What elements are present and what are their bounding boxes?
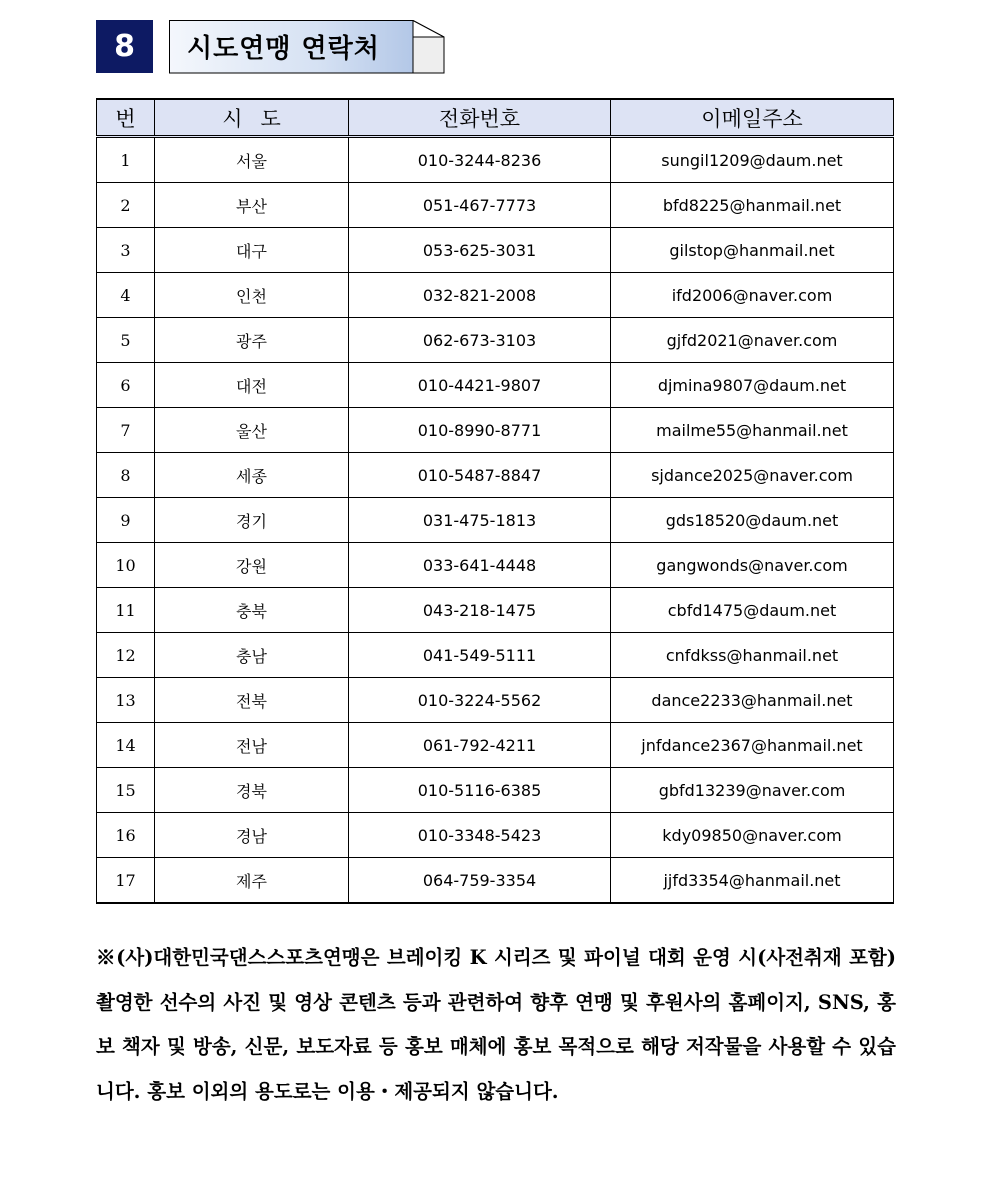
row-phone: 010-8990-8771 [349, 408, 611, 453]
table-row [97, 633, 894, 678]
row-email: sjdance2025@naver.com [611, 453, 894, 498]
row-city: 인천 [155, 273, 349, 318]
row-phone: 041-549-5111 [349, 633, 611, 678]
row-city: 충북 [155, 588, 349, 633]
header-number: 번 [97, 99, 155, 137]
table-row [97, 453, 894, 498]
row-number: 9 [97, 498, 155, 543]
row-email: gds18520@daum.net [611, 498, 894, 543]
row-email: mailme55@hanmail.net [611, 408, 894, 453]
row-email: gangwonds@naver.com [611, 543, 894, 588]
row-number: 4 [97, 273, 155, 318]
row-city: 전북 [155, 678, 349, 723]
table-row [97, 768, 894, 813]
contact-table [96, 98, 894, 904]
row-number: 12 [97, 633, 155, 678]
table-row [97, 678, 894, 723]
row-phone: 010-3244-8236 [349, 137, 611, 183]
table-header-row [97, 99, 894, 137]
row-email: gjfd2021@naver.com [611, 318, 894, 363]
row-email: cnfdkss@hanmail.net [611, 633, 894, 678]
row-email: cbfd1475@daum.net [611, 588, 894, 633]
row-email: jnfdance2367@hanmail.net [611, 723, 894, 768]
table-row [97, 183, 894, 228]
row-city: 광주 [155, 318, 349, 363]
row-number: 2 [97, 183, 155, 228]
table-row [97, 408, 894, 453]
row-phone: 043-218-1475 [349, 588, 611, 633]
table-row [97, 858, 894, 904]
row-city: 강원 [155, 543, 349, 588]
row-number: 7 [97, 408, 155, 453]
row-number: 3 [97, 228, 155, 273]
section-title-box [169, 20, 444, 73]
row-number: 15 [97, 768, 155, 813]
table-row [97, 588, 894, 633]
table-row [97, 498, 894, 543]
row-email: gbfd13239@naver.com [611, 768, 894, 813]
row-email: kdy09850@naver.com [611, 813, 894, 858]
section-number-badge: 8 [96, 20, 153, 73]
row-number: 6 [97, 363, 155, 408]
row-city: 대구 [155, 228, 349, 273]
table-row [97, 543, 894, 588]
row-number: 11 [97, 588, 155, 633]
table-row [97, 273, 894, 318]
table-row [97, 137, 894, 183]
row-city: 울산 [155, 408, 349, 453]
row-phone: 031-475-1813 [349, 498, 611, 543]
table-row [97, 318, 894, 363]
header-city: 시도 [155, 99, 349, 137]
row-email: jjfd3354@hanmail.net [611, 858, 894, 904]
row-email: sungil1209@daum.net [611, 137, 894, 183]
row-phone: 062-673-3103 [349, 318, 611, 363]
row-email: gilstop@hanmail.net [611, 228, 894, 273]
row-email: dance2233@hanmail.net [611, 678, 894, 723]
row-number: 1 [97, 137, 155, 183]
row-phone: 010-5116-6385 [349, 768, 611, 813]
row-phone: 010-5487-8847 [349, 453, 611, 498]
row-email: bfd8225@hanmail.net [611, 183, 894, 228]
row-city: 대전 [155, 363, 349, 408]
header-phone: 전화번호 [349, 99, 611, 137]
table-row [97, 813, 894, 858]
notice-paragraph: ※(사)대한민국댄스스포츠연맹은 브레이킹 K 시리즈 및 파이널 대회 운영 시(사전취재 포함) 촬영한 선수의 사진 및 영상 콘텐츠 등과 관련하여 향후 연맹 및 후원사의 홈페이지, SNS, 홍보 책자 및 방송, 신문, 보도자료 등 홍보 매체에 홍보 목적으로 해당 저작물을 사용할 수 있습니다. 홍보 이외의 용도로는 이용・제공되지 않습니다. [96, 946, 896, 1103]
row-city: 세종 [155, 453, 349, 498]
row-number: 14 [97, 723, 155, 768]
row-number: 16 [97, 813, 155, 858]
table-row [97, 723, 894, 768]
row-city: 충남 [155, 633, 349, 678]
row-email: djmina9807@daum.net [611, 363, 894, 408]
row-phone: 010-3224-5562 [349, 678, 611, 723]
row-number: 5 [97, 318, 155, 363]
row-city: 전남 [155, 723, 349, 768]
row-city: 경기 [155, 498, 349, 543]
row-city: 서울 [155, 137, 349, 183]
row-email: ifd2006@naver.com [611, 273, 894, 318]
row-city: 경남 [155, 813, 349, 858]
row-phone: 033-641-4448 [349, 543, 611, 588]
row-phone: 061-792-4211 [349, 723, 611, 768]
row-number: 17 [97, 858, 155, 904]
header-email: 이메일주소 [611, 99, 894, 137]
row-phone: 010-4421-9807 [349, 363, 611, 408]
row-phone: 053-625-3031 [349, 228, 611, 273]
row-city: 제주 [155, 858, 349, 904]
row-number: 10 [97, 543, 155, 588]
row-phone: 064-759-3354 [349, 858, 611, 904]
row-phone: 051-467-7773 [349, 183, 611, 228]
table-row [97, 228, 894, 273]
row-city: 부산 [155, 183, 349, 228]
row-number: 13 [97, 678, 155, 723]
row-phone: 032-821-2008 [349, 273, 611, 318]
row-phone: 010-3348-5423 [349, 813, 611, 858]
table-row [97, 363, 894, 408]
row-number: 8 [97, 453, 155, 498]
row-city: 경북 [155, 768, 349, 813]
section-title: 시도연맹 연락처 [187, 34, 380, 64]
